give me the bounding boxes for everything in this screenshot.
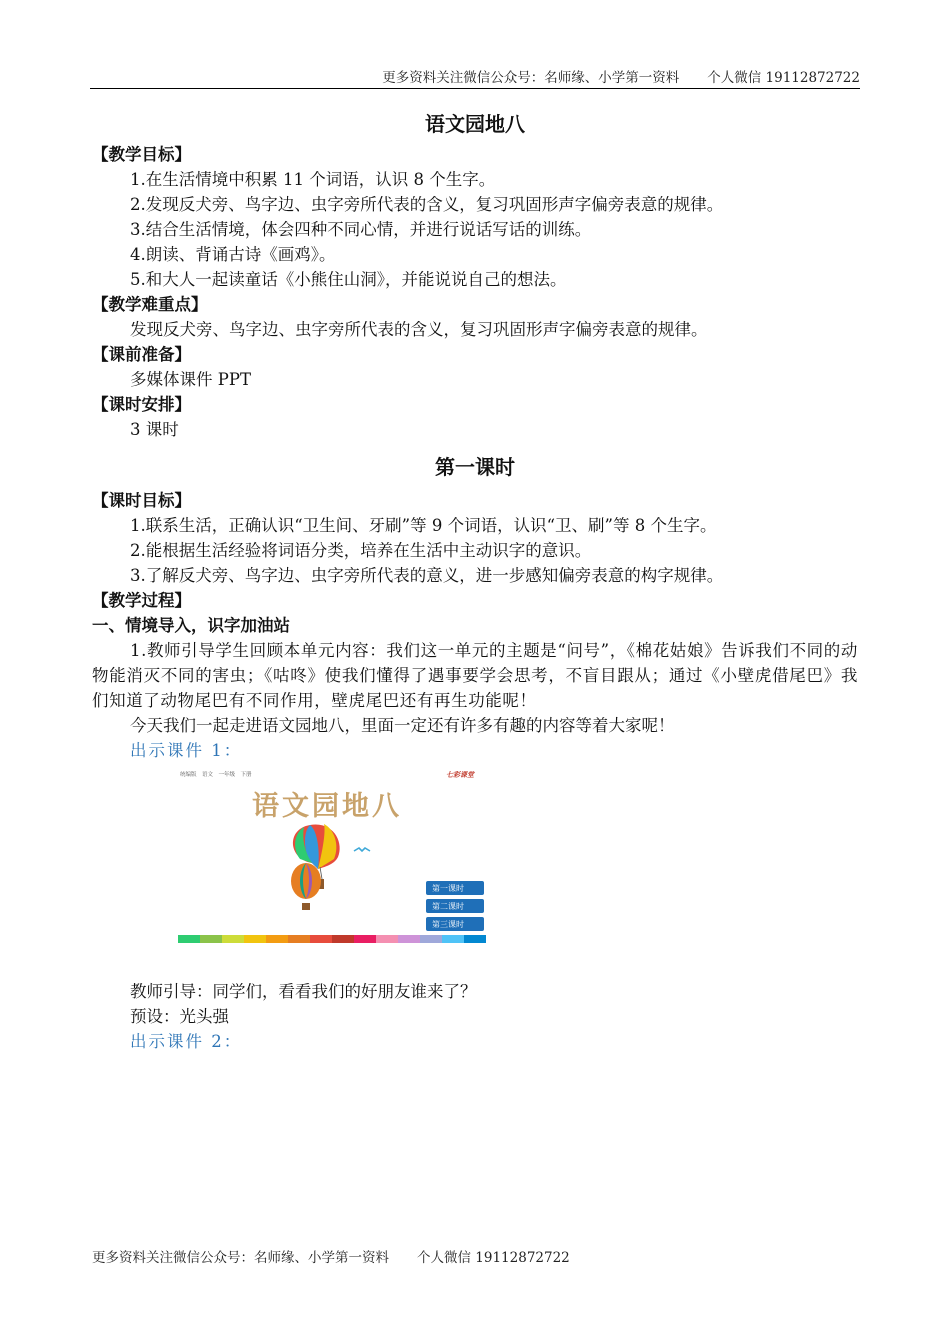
header-left-text: 更多资料关注微信公众号：名师缘、小学第一资料 bbox=[382, 70, 680, 86]
key-points-text: 发现反犬旁、鸟字边、虫字旁所代表的含义，复习巩固形声字偏旁表意的规律。 bbox=[130, 320, 708, 339]
schedule-heading: 【课时安排】 bbox=[92, 395, 191, 414]
schedule-text: 3 课时 bbox=[130, 420, 179, 439]
show-slide-2-label: 出示课件 2： bbox=[130, 1032, 243, 1051]
goals-heading: 【教学目标】 bbox=[92, 145, 191, 164]
process-paragraph-2: 今天我们一起走进语文园地八，里面一定还有许多有趣的内容等着大家呢！ bbox=[130, 716, 675, 735]
goal-item: 5.和大人一起读童话《小熊住山洞》，并能说说自己的想法。 bbox=[130, 270, 567, 289]
lesson1-title: 第一课时 bbox=[435, 455, 515, 479]
prep-heading: 【课前准备】 bbox=[92, 345, 191, 364]
process-heading: 【教学过程】 bbox=[92, 591, 191, 610]
lesson-goal-item: 1.联系生活，正确认识“卫生间、牙刷”等 9 个词语，认识“卫、刷”等 8 个生字。 bbox=[130, 516, 717, 535]
key-points-heading: 【教学难重点】 bbox=[92, 295, 208, 314]
lesson-goal-item: 3.了解反犬旁、鸟字边、虫字旁所代表的意义，进一步感知偏旁表意的构字规律。 bbox=[130, 566, 724, 585]
prep-text: 多媒体课件 PPT bbox=[130, 370, 251, 389]
lesson-buttons bbox=[426, 881, 484, 931]
small-balloon-icon bbox=[291, 863, 321, 910]
show-slide-1-label: 出示课件 1： bbox=[130, 741, 243, 760]
lesson-goals-heading: 【课时目标】 bbox=[92, 491, 191, 510]
goal-item: 4.朗读、背诵古诗《画鸡》。 bbox=[130, 245, 336, 264]
process-paragraph-1: 1.教师引导学生回顾本单元内容：我们这一单元的主题是“问号”，《棉花姑娘》告诉我们不同的动物能消灭不同的害虫；《咕咚》使我们懂得了遇事要学会思考，不盲目跟从；通过《小壁虎借尾巴》我们知道了动物尾巴有不同作用，壁虎尾巴还有再生功能呢！ bbox=[92, 641, 858, 710]
slide-brand-text: 七彩课堂 bbox=[446, 771, 474, 779]
goal-item: 2.发现反犬旁、鸟字边、虫字旁所代表的含义，复习巩固形声字偏旁表意的规律。 bbox=[130, 195, 724, 214]
goal-item: 1.在生活情境中积累 11 个词语，认识 8 个生字。 bbox=[130, 170, 496, 189]
teacher-guide-text: 教师引导：同学们，看看我们的好朋友谁来了？ bbox=[130, 982, 477, 1001]
rainbow-strip bbox=[178, 935, 486, 943]
preset-text: 预设：光头强 bbox=[130, 1007, 229, 1026]
svg-text:第一课时: 第一课时 bbox=[432, 884, 464, 893]
slide-1-image bbox=[178, 767, 498, 953]
svg-text:第三课时: 第三课时 bbox=[432, 920, 464, 929]
bird-icon bbox=[354, 848, 370, 851]
document-title: 语文园地八 bbox=[425, 112, 525, 136]
step1-heading: 一、情境导入，识字加油站 bbox=[92, 616, 290, 635]
page-footer bbox=[92, 1246, 570, 1266]
slide-topbar-text: 统编版 语文 一年级 下册 bbox=[180, 772, 252, 778]
slide-1-illustration bbox=[178, 767, 498, 953]
svg-text:第二课时: 第二课时 bbox=[432, 902, 464, 911]
footer-left-text: 更多资料关注微信公众号：名师缘、小学第一资料 bbox=[92, 1250, 389, 1266]
page-header bbox=[90, 66, 860, 89]
lesson-goal-item: 2.能根据生活经验将词语分类，培养在生活中主动识字的意识。 bbox=[130, 541, 592, 560]
footer-right-text: 个人微信 19112872722 bbox=[417, 1250, 570, 1266]
slide-title-text: 语文园地八 bbox=[252, 791, 402, 822]
document-body bbox=[92, 106, 858, 1054]
goal-item: 3.结合生活情境，体会四种不同心情，并进行说话写话的训练。 bbox=[130, 220, 592, 239]
header-right-text: 个人微信 19112872722 bbox=[707, 70, 860, 86]
